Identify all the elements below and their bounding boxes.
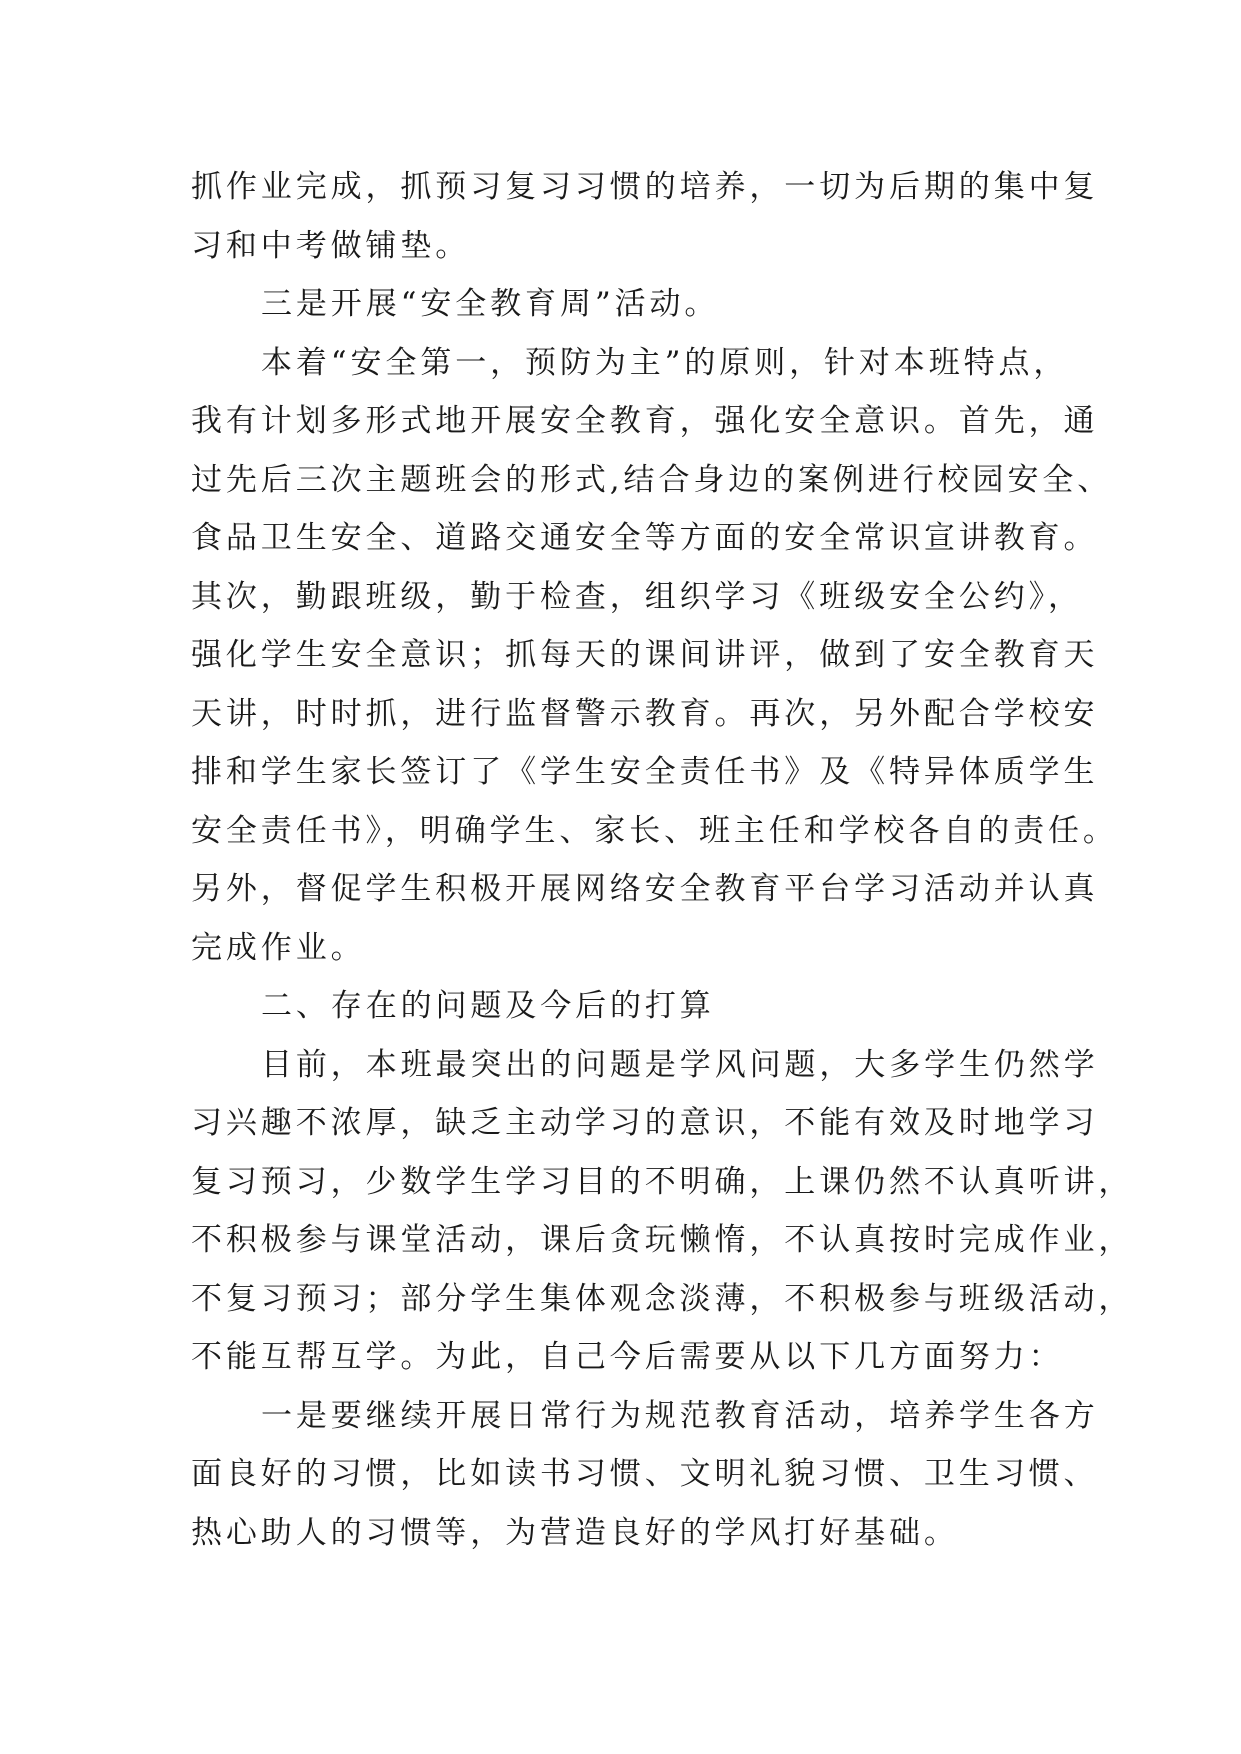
text-line: 食品卫生安全、道路交通安全等方面的安全常识宣讲教育。 [191,520,1099,556]
text-line: 抓作业完成，抓预习复习习惯的培养，一切为后期的集中复 [191,169,1099,205]
section-heading: 三是开展“安全教育周”活动。 [261,286,720,322]
text-line: 不积极参与课堂活动，课后贪玩懒惰，不认真按时完成作业， [191,1222,1134,1258]
text-line: 其次，勤跟班级，勤于检查，组织学习《班级安全公约》， [191,578,1083,615]
paragraph-start: 一是要继续开展日常行为规范教育活动，培养学生各方 [261,1397,1099,1434]
text-line: 面良好的习惯，比如读书习惯、文明礼貌习惯、卫生习惯、 [191,1456,1099,1492]
paragraph-start: 本着“安全第一，预防为主”的原则，针对本班特点， [261,344,1069,381]
text-line: 习兴趣不浓厚，缺乏主动学习的意识，不能有效及时地学习 [191,1105,1099,1141]
text-line: 另外，督促学生积极开展网络安全教育平台学习活动并认真 [191,871,1099,907]
section-heading: 二、存在的问题及今后的打算 [261,988,715,1024]
text-line: 天讲，时时抓，进行监督警示教育。再次，另外配合学校安 [191,695,1099,732]
text-line: 不能互帮互学。为此，自己今后需要从以下几方面努力： [191,1339,1064,1375]
document-body [191,158,1134,1562]
text-line: 安全责任书》，明确学生、家长、班主任和学校各自的责任。 [191,812,1118,849]
text-line: 复习预习，少数学生学习目的不明确，上课仍然不认真听讲， [191,1163,1134,1200]
text-line: 不复习预习；部分学生集体观念淡薄，不积极参与班级活动， [191,1280,1134,1317]
text-line: 热心助人的习惯等，为营造良好的学风打好基础。 [191,1514,959,1551]
paragraph-start: 目前，本班最突出的问题是学风问题，大多学生仍然学 [261,1046,1099,1083]
text-line: 排和学生家长签订了《学生安全责任书》及《特异体质学生 [191,754,1099,790]
text-line: 过先后三次主题班会的形式,结合身边的案例进行校园安全、 [191,461,1113,498]
text-line: 完成作业。 [191,929,366,966]
text-line: 习和中考做铺垫。 [191,227,471,264]
text-line: 强化学生安全意识；抓每天的课间讲评，做到了安全教育天 [191,637,1099,673]
text-line: 我有计划多形式地开展安全教育，强化安全意识。首先，通 [191,403,1099,439]
